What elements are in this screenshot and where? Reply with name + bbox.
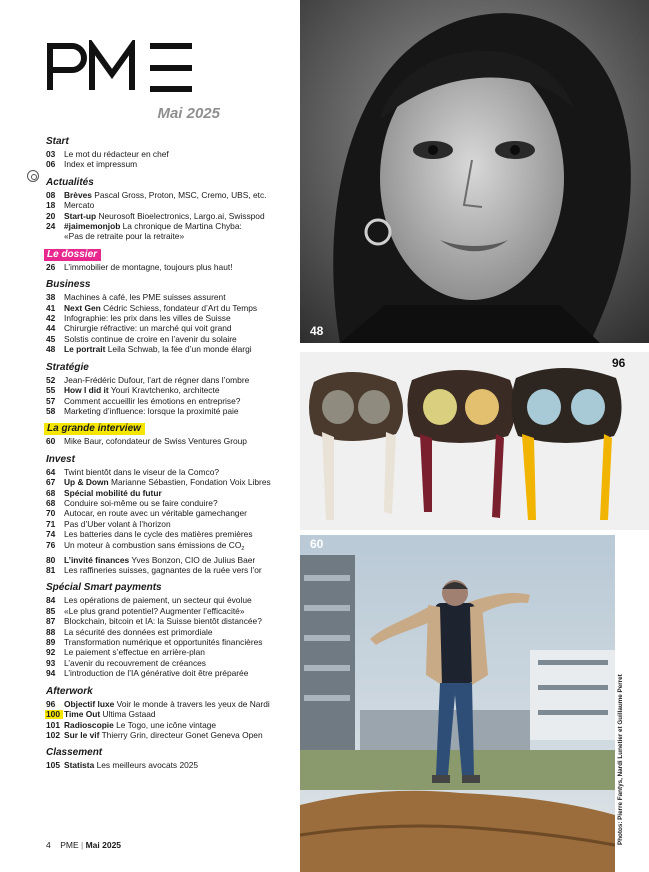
entry-title: Le mot du rédacteur en chef xyxy=(64,149,169,159)
entry-text xyxy=(64,467,296,477)
entry-text xyxy=(64,555,296,565)
section-title-text: Stratégie xyxy=(46,361,89,373)
entry-text xyxy=(64,616,296,626)
entry-text xyxy=(64,709,296,719)
section-title-text: Start xyxy=(46,136,69,147)
entry-title: Autocar, en route avec un véritable gamechanger xyxy=(64,508,247,519)
entry-text xyxy=(64,760,296,770)
section-title xyxy=(46,279,296,291)
entry-page: 74 xyxy=(46,529,56,540)
toc-entry[interactable] xyxy=(46,555,296,565)
footer-issue: Mai 2025 xyxy=(85,840,122,850)
entry-page: 20 xyxy=(46,210,56,221)
section-title xyxy=(46,362,296,374)
entry-rubric: Objectif luxe xyxy=(64,698,115,709)
toc-entry[interactable] xyxy=(46,565,296,575)
entry-text xyxy=(64,231,296,241)
section-title xyxy=(46,249,296,261)
entry-page: 100 xyxy=(46,709,64,719)
toc-entry[interactable] xyxy=(46,303,296,313)
entry-title: Mercato xyxy=(64,200,95,211)
toc-entry[interactable] xyxy=(46,760,296,770)
entry-title: Chirurgie réfractive: un marché qui voit grand xyxy=(64,323,232,334)
entry-title: Le paiement s’effectue en arrière-plan xyxy=(64,647,205,658)
section-title xyxy=(46,582,296,594)
entry-page: 58 xyxy=(46,405,56,416)
toc-entry[interactable] xyxy=(46,616,296,626)
toc-entry[interactable] xyxy=(46,334,296,344)
entry-page: 38 xyxy=(46,292,56,303)
toc-entry[interactable] xyxy=(46,658,296,668)
footer-magazine: PME xyxy=(60,840,79,850)
entry-title: Leila Schwab, la fée d’un monde élargi xyxy=(107,344,252,355)
toc-entry[interactable] xyxy=(46,375,296,385)
entry-rubric: Brèves xyxy=(64,189,92,200)
toc-entry[interactable] xyxy=(46,647,296,657)
entry-page: 71 xyxy=(46,518,56,529)
entry-page: 87 xyxy=(46,616,56,627)
entry-title: Marketing d’influence: lorsque la proximité paie xyxy=(64,405,239,416)
toc-entry[interactable] xyxy=(46,730,296,740)
entry-rubric: Start-up xyxy=(64,210,97,221)
toc-section xyxy=(46,686,296,741)
entry-title: Comment accueillir les émotions en entreprise? xyxy=(64,395,241,406)
entry-text xyxy=(64,699,296,709)
entry-text xyxy=(64,385,296,395)
section-title xyxy=(46,686,296,698)
issue-date: Mai 2025 xyxy=(157,105,220,122)
entry-text xyxy=(64,334,296,344)
entry-page: 76 xyxy=(46,539,56,550)
entry-title: L’introduction de l’IA générative doit être préparée xyxy=(64,668,249,679)
toc-section xyxy=(46,454,296,576)
entry-page: 68 xyxy=(46,487,56,498)
toc-entry[interactable] xyxy=(46,519,296,529)
entry-page: 101 xyxy=(46,719,60,730)
entry-text xyxy=(64,344,296,354)
sunglasses-photo xyxy=(300,352,649,530)
entry-text xyxy=(64,375,296,385)
entry-rubric: Radioscopie xyxy=(64,719,114,730)
entry-text xyxy=(64,406,296,416)
entry-text xyxy=(64,668,296,678)
entry-title: Un moteur à combustion sans émissions de CO xyxy=(64,539,242,550)
entry-page: 80 xyxy=(46,554,56,565)
entry-rubric: How I did it xyxy=(64,385,109,396)
toc-entry[interactable] xyxy=(46,606,296,616)
entry-page: 70 xyxy=(46,508,56,519)
section-title-text: Spécial Smart payments xyxy=(46,582,162,594)
entry-page: 84 xyxy=(46,595,56,606)
toc-entry[interactable] xyxy=(46,344,296,354)
entry-text xyxy=(64,323,296,333)
entry-rubric: Next Gen xyxy=(64,302,101,313)
entry-text xyxy=(64,436,296,446)
toc-section xyxy=(46,136,296,170)
toc-entry[interactable] xyxy=(46,313,296,323)
entry-title: La chronique de Martina Chyba: xyxy=(122,221,242,232)
section-title-text: Le dossier xyxy=(44,249,101,261)
entry-title: Yves Bonzon, CIO de Julius Baer xyxy=(131,554,256,565)
entry-title: L’avenir du recouvrement de créances xyxy=(64,657,206,668)
toc-entry[interactable] xyxy=(46,221,296,231)
photo-page-number: 48 xyxy=(310,324,324,338)
entry-rubric: Up & Down xyxy=(64,477,109,488)
footer-separator: | xyxy=(80,840,84,850)
toc-entry[interactable] xyxy=(46,323,296,333)
entry-page: 45 xyxy=(46,333,56,344)
toc-entry[interactable] xyxy=(46,668,296,678)
entry-text xyxy=(64,200,296,210)
entry-page: 105 xyxy=(46,760,60,771)
entry-title: Voir le monde à travers les yeux de Nardi xyxy=(116,698,270,709)
entry-title: Les batteries dans le cycle des matières premières xyxy=(64,529,253,540)
toc-entry[interactable] xyxy=(46,396,296,406)
toc-entry[interactable] xyxy=(46,200,296,210)
toc-section xyxy=(46,279,296,354)
entry-title: Jean-Frédéric Dufour, l’art de régner dans l’ombre xyxy=(64,374,250,385)
entry-page xyxy=(46,231,64,241)
entry-text xyxy=(64,221,296,231)
entry-page: 94 xyxy=(46,668,56,679)
entry-page: 64 xyxy=(46,466,56,477)
entry-page: 85 xyxy=(46,605,56,616)
toc-entry[interactable] xyxy=(46,262,296,272)
entry-title: Thierry Grin, directeur Gonet Geneva Open xyxy=(101,729,263,740)
page-footer xyxy=(46,840,121,850)
entry-page: 89 xyxy=(46,637,56,648)
toc-entry[interactable] xyxy=(46,595,296,605)
entry-text xyxy=(64,488,296,498)
entry-text xyxy=(64,529,296,539)
entry-subscript: 2 xyxy=(241,546,245,553)
entry-rubric: #jaimemonjob xyxy=(64,221,121,232)
section-title-text: Business xyxy=(46,279,91,291)
toc-entry[interactable] xyxy=(46,540,296,555)
section-title-text: La grande interview xyxy=(44,423,145,435)
entry-page: 102 xyxy=(46,729,60,740)
toc-entry[interactable] xyxy=(46,190,296,200)
section-title xyxy=(46,423,296,435)
portrait-image xyxy=(300,0,649,343)
entry-title: Le Togo, une icône vintage xyxy=(116,719,217,730)
entry-rubric: Spécial mobilité du futur xyxy=(64,487,162,498)
entry-text xyxy=(64,149,296,159)
photo-page-number: 96 xyxy=(612,356,626,370)
section-title xyxy=(46,747,296,759)
entry-title: Ultima Gstaad xyxy=(102,709,156,720)
toc-section xyxy=(46,177,296,242)
toc-entry[interactable] xyxy=(46,498,296,508)
toc-entry[interactable] xyxy=(46,627,296,637)
portrait-photo xyxy=(300,0,649,343)
entry-title: Neurosoft Bioelectronics, Largo.ai, Swisspod xyxy=(98,210,265,221)
entry-text xyxy=(64,211,296,221)
toc-entry[interactable] xyxy=(46,385,296,395)
toc-entry[interactable] xyxy=(46,467,296,477)
toc-entry[interactable] xyxy=(46,149,296,159)
entry-page: 68 xyxy=(46,497,56,508)
entry-text xyxy=(64,519,296,529)
section-title xyxy=(46,454,296,466)
footer-page-number: 4 xyxy=(46,840,51,850)
entry-page: 88 xyxy=(46,626,56,637)
entry-title: La sécurité des données est primordiale xyxy=(64,626,213,637)
toc-entry[interactable] xyxy=(46,406,296,416)
entry-text xyxy=(64,658,296,668)
entry-text xyxy=(64,396,296,406)
entry-title: Youri Kravtchenko, architecte xyxy=(110,385,220,396)
entry-text xyxy=(64,540,296,555)
entry-rubric: Statista xyxy=(64,760,95,771)
entry-page: 03 xyxy=(46,149,56,159)
toc-section xyxy=(46,362,296,417)
entry-text xyxy=(64,292,296,302)
interview-photo xyxy=(300,535,615,872)
sunglasses-image xyxy=(300,352,649,530)
entry-page: 18 xyxy=(46,200,56,211)
entry-title: L’immobilier de montagne, toujours plus haut! xyxy=(64,261,233,272)
entry-text xyxy=(64,595,296,605)
toc-list xyxy=(46,136,296,778)
toc-entry[interactable] xyxy=(46,436,296,446)
section-title xyxy=(46,136,296,148)
entry-title: Les meilleurs avocats 2025 xyxy=(96,760,199,771)
entry-page: 92 xyxy=(46,647,56,658)
entry-page: 52 xyxy=(46,374,56,385)
toc-entry[interactable] xyxy=(46,159,296,169)
entry-title: Conduire soi-même ou se faire conduire? xyxy=(64,497,218,508)
entry-title: Les opérations de paiement, un secteur qui évolue xyxy=(64,595,252,606)
entry-title: Solstis continue de croire en l’avenir du solaire xyxy=(64,333,237,344)
table-of-contents-column xyxy=(0,0,300,872)
entry-title: Cédric Schiess, fondateur d’Art du Temps xyxy=(103,302,258,313)
entry-text xyxy=(64,637,296,647)
toc-entry[interactable] xyxy=(46,637,296,647)
entry-page: 60 xyxy=(46,436,56,447)
toc-entry[interactable] xyxy=(46,508,296,518)
entry-title: Infographie: les prix dans les villes de Suisse xyxy=(64,313,231,324)
portrait-marker-icon xyxy=(27,170,39,182)
toc-entry[interactable] xyxy=(46,720,296,730)
toc-entry[interactable] xyxy=(46,488,296,498)
toc-section xyxy=(46,423,296,446)
toc-section xyxy=(46,747,296,770)
entry-page: 57 xyxy=(46,395,56,406)
entry-text xyxy=(64,477,296,487)
entry-page: 55 xyxy=(46,385,56,396)
entry-text xyxy=(64,508,296,518)
entry-title: «Le plus grand potentiel? Augmenter l’efficacité» xyxy=(64,605,245,616)
entry-title: Pas d’Uber volant à l’horizon xyxy=(64,518,171,529)
toc-entry[interactable] xyxy=(46,699,296,709)
entry-text xyxy=(64,262,296,272)
entry-title: Les raffineries suisses, gagnantes de la ruée vers l’or xyxy=(64,565,262,576)
entry-title: Index et impressum xyxy=(64,159,138,170)
toc-entry[interactable] xyxy=(46,231,296,241)
entry-page: 24 xyxy=(46,221,56,232)
entry-page: 06 xyxy=(46,159,56,170)
entry-title: Marianne Sébastien, Fondation Voix Libres xyxy=(111,477,271,488)
toc-entry[interactable] xyxy=(46,477,296,487)
entry-text xyxy=(64,190,296,200)
toc-entry[interactable] xyxy=(46,709,296,719)
photo-page-number: 60 xyxy=(310,537,324,551)
entry-text xyxy=(64,627,296,637)
entry-page: 93 xyxy=(46,657,56,668)
entry-text xyxy=(64,730,296,740)
entry-page: 81 xyxy=(46,565,56,576)
entry-page: 96 xyxy=(46,698,56,709)
entry-page: 48 xyxy=(46,344,56,355)
entry-rubric: Le portrait xyxy=(64,344,106,355)
entry-rubric: Time Out xyxy=(64,709,101,720)
section-title-text: Afterwork xyxy=(46,685,93,697)
section-title-text: Actualités xyxy=(46,176,94,188)
entry-text xyxy=(64,647,296,657)
entry-title: Transformation numérique et opportunités financières xyxy=(64,637,263,648)
toc-entry[interactable] xyxy=(46,292,296,302)
entry-text xyxy=(64,303,296,313)
entry-text xyxy=(64,606,296,616)
entry-title: Mike Baur, cofondateur de Swiss Ventures Group xyxy=(64,436,247,447)
section-title xyxy=(46,177,296,189)
entry-page: 42 xyxy=(46,313,56,324)
entry-page: 08 xyxy=(46,189,56,200)
toc-entry[interactable] xyxy=(46,529,296,539)
entry-text xyxy=(64,498,296,508)
photo-credit: Photos: Pierre Fantys, Nardi Lunetier et Guillaume Perret xyxy=(617,674,624,845)
section-title-text: Classement xyxy=(46,747,103,759)
toc-entry[interactable] xyxy=(46,211,296,221)
entry-text xyxy=(64,565,296,575)
entry-title: «Pas de retraite pour la retraite» xyxy=(64,231,185,242)
toc-section xyxy=(46,249,296,272)
toc-section xyxy=(46,582,296,678)
section-title-text: Invest xyxy=(46,453,75,465)
entry-page: 26 xyxy=(46,261,56,272)
entry-page: 67 xyxy=(46,477,56,488)
entry-rubric: L’invité finances xyxy=(64,554,130,565)
entry-page: 41 xyxy=(46,302,56,313)
entry-page: 44 xyxy=(46,323,56,334)
entry-text xyxy=(64,313,296,323)
entry-text xyxy=(64,159,296,169)
entry-title: Twint bientôt dans le viseur de la Comco? xyxy=(64,466,220,477)
entry-rubric: Sur le vif xyxy=(64,729,100,740)
entry-text xyxy=(64,720,296,730)
entry-title: Pascal Gross, Proton, MSC, Cremo, UBS, etc. xyxy=(94,189,267,200)
pme-logo xyxy=(46,40,196,92)
interview-image xyxy=(300,535,615,872)
entry-title: Blockchain, bitcoin et IA: la Suisse bientôt distancée? xyxy=(64,616,262,627)
entry-title: Machines à café, les PME suisses assurent xyxy=(64,292,226,303)
